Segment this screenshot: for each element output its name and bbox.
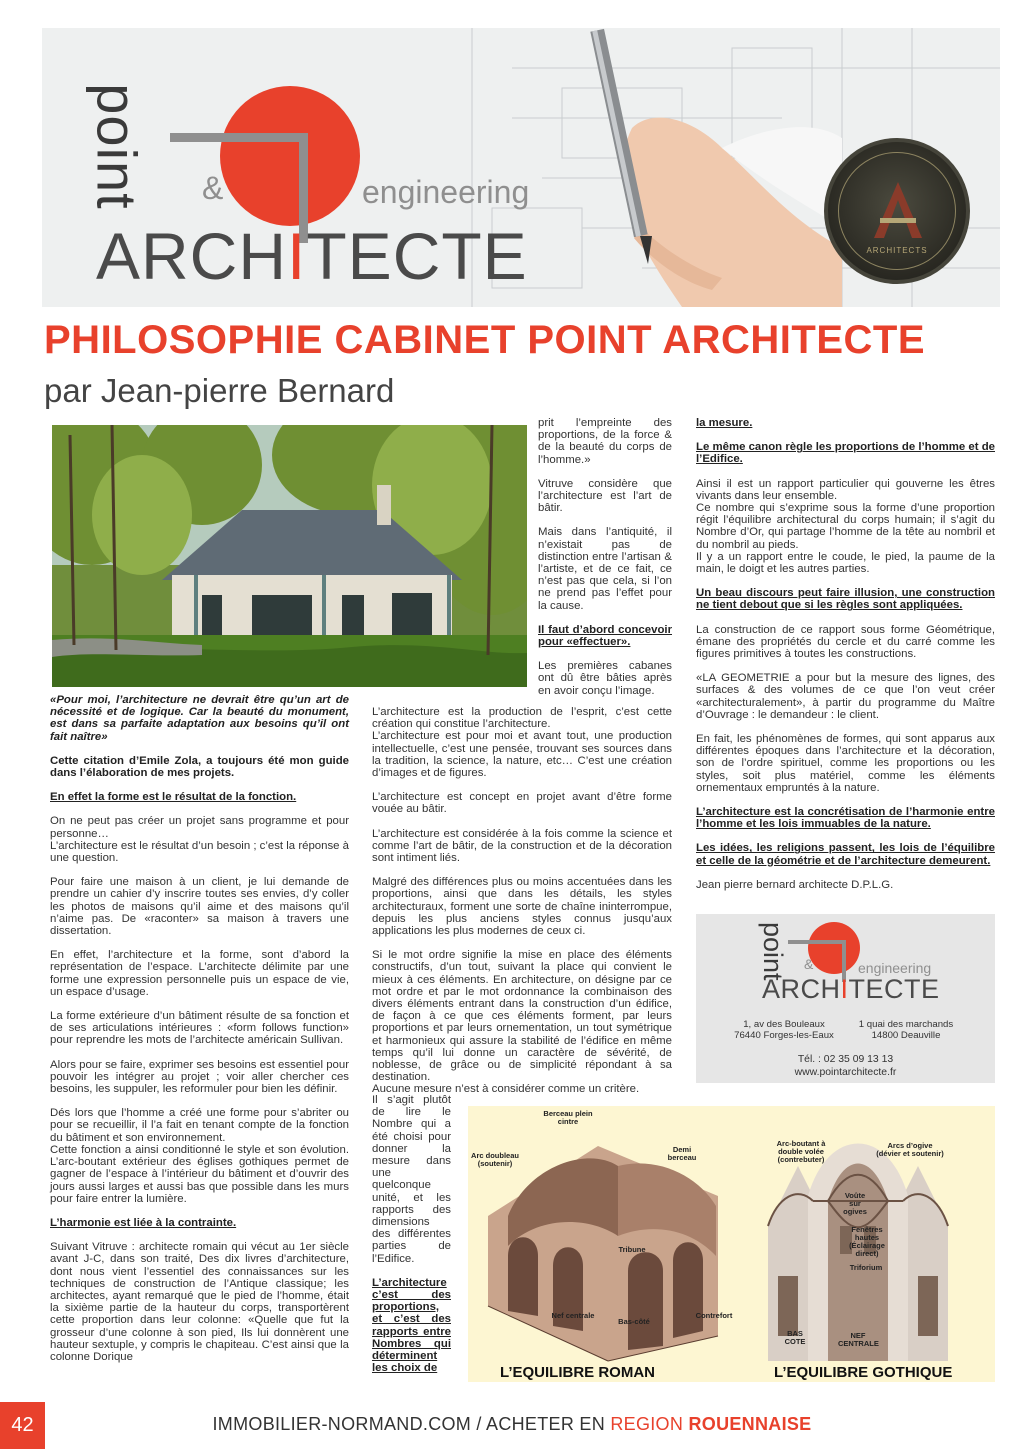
logo-point-text: point (85, 83, 149, 210)
label-gothic-nef: NEF CENTRALE (838, 1331, 879, 1348)
paragraph: prit l’empreinte des proportions, de la force & de la beauté du corps de l’homme.» (538, 417, 672, 466)
label-berceau: Berceau plein cintre (543, 1109, 593, 1126)
paragraph: Ce nombre qui s’exprime sous la forme d’une proportion régit l’équilibre architectural du corps humain; il s’agit du Nombre d’Or, qui partage l’homme de la tête au nombril et du nombril au pieds. (696, 502, 995, 551)
seal-medallion: ARCHITECTS (824, 138, 970, 284)
card-logo-engineering: engineering (858, 960, 932, 976)
paragraph: Les premières cabanes ont dû être bâties après en avoir conçu l’image. (538, 660, 672, 697)
logo-ampersand: & (202, 170, 224, 206)
subheading-forme-fonction: En effet la forme est le résultat de la fonction. (50, 791, 297, 804)
phone-number: Tél. : 02 35 09 13 13 (797, 1054, 894, 1065)
label-contrefort: Contrefort (695, 1311, 733, 1320)
paragraph: L’architecture est la production de l’esprit, c’est cette création qui constitue l’architecture. (372, 706, 672, 731)
label-bas-cote: Bas-côté (618, 1317, 650, 1326)
architecture-illustration (468, 1106, 995, 1382)
contact-phone-web (696, 1053, 995, 1079)
paragraph: Pour faire une maison à un client, je lui demande de prendre un cahier d’y inscrire toutes ses envies, d’y coller les photos de maisons qu’il aime et des maisons qu’il n’aime pas. De «raconter» sa maison à travers une dissertation. (50, 876, 349, 938)
label-arcs-ogive: Arcs d’ogive (dévier et soutenir) (876, 1141, 944, 1158)
label-voute: Voûte sur ogives (843, 1191, 867, 1216)
article-byline: par Jean-pierre Bernard (44, 372, 395, 409)
paragraph: La construction de ce rapport sous forme Géométrique, émane des propriétés du cercle et du carré comme les figures primitives à toutes les constructions. (696, 623, 995, 661)
paragraph: On ne peut pas créer un projet sans programme et pour personne… (50, 815, 349, 840)
house-photo (52, 425, 527, 687)
label-arc-doubleau: Arc doubleau (soutenir) (471, 1151, 519, 1168)
label-nef-centrale: Nef centrale (551, 1311, 595, 1320)
column-2-middle (372, 706, 672, 1096)
footer-region: REGION (610, 1414, 684, 1434)
logo-architecte: ARCHITECTE (96, 219, 528, 293)
label-tribune: Tribune (618, 1245, 646, 1254)
logo-engineering: engineering (362, 174, 530, 210)
paragraph: Mais dans l’antiquité, il n’existait pas de distinction entre l’artisan & l’artiste, et de ce fait, ce n’est pas que cela, si l’on ne prend pas l’effet pour la cause. (538, 526, 672, 612)
address-forges: 1, av des Bouleaux 76440 Forges-les-Eaux (734, 1019, 834, 1041)
label-arc-boutant: Arc-boutant à double volée (contrebuter) (776, 1139, 826, 1164)
label-gothic-bas-cote: BAS COTE (784, 1329, 806, 1346)
subheading-concevoir: Il faut d’abord concevoir pour «effectuer». (538, 623, 672, 649)
paragraph: Vitruve considère que l’architecture est l’art de bâtir. (538, 477, 672, 515)
paragraph: L’architecture est pour moi et avant tout, une production intellectuelle, c’est une pensée, trouvant ses sources dans la tradition, la science, la nature, etc… C’est une création d’images et de figures. (372, 730, 672, 780)
paragraph: Cette fonction a ainsi conditionné le style et son évolution. L’arc-boutant extérieur des églises gothiques permet de gagner de l’espace à l’intérieur du bâtiment et d’ouvrir des jours aussi larges et aussi bas que possible dans les murs pour faire entrer la lumière. (50, 1143, 349, 1205)
roman-section-drawing (488, 1146, 718, 1361)
paragraph: L’architecture est concept en projet avant d’être forme vouée au bâtir. (372, 791, 672, 816)
card-logo-ampersand: & (804, 956, 814, 972)
paragraph: Suivant Vitruve : architecte romain qui vécut au 1er siècle avant J-C, dans son traité, Des dix livres d’architecture, dont nous vient l’essentiel des connaissances sur les techniques de construction de l’Antique classique; les architectes, ayant remarqué que le pied de l’homme, était la sixième partie de la hauteur du corps, transportèrent cette proportion dans leur colonne: «Quelle que fut la grosseur d’une colonne à son pied, Ils lui donnèrent une hauteur sextuple, y compris le chapiteau. C’est ainsi que la colonne Dorique (50, 1241, 349, 1363)
column-3 (696, 417, 995, 903)
paragraph: Alors pour se faire, exprimer ses besoins est essentiel pour pouvoir les intégrer au projet ; voir aller chercher ces besoins, les suppuler, les reformuler pour bien les définir. (50, 1058, 349, 1096)
paragraph: Aucune mesure n’est à considérer comme un critère. (372, 1083, 640, 1096)
subheading-canon: Le même canon règle les proportions de l’homme et de l’Edifice. (696, 441, 995, 466)
page-number: 42 (0, 1402, 45, 1449)
website-link[interactable]: www.pointarchitecte.fr (794, 1067, 897, 1078)
paragraph: Dés lors que l’homme a créé une forme pour s’abriter ou pour se recueillir, il l’a fait en tenant compte de la fonction du bâtiment et son environnement. (50, 1107, 349, 1144)
footer-site[interactable]: IMMOBILIER-NORMAND.COM / ACHETER EN (212, 1414, 606, 1434)
paragraph: La forme extérieure d’un bâtiment résulte de sa fonction et de ses articulations intérieures : «form follows function» pour reprendre les mots de l’architecte américain Sullivan. (50, 1010, 349, 1047)
paragraph: Si le mot ordre signifie la mise en place des éléments constructifs, d’un tout, suivant la place qui convient le mieux à ces éléments. En architecture, on désigne par ce mot ordre et par le mot ordonnance la combinaison des divers éléments entrant dans la construction d’un édifice, de façon à ce que ces éléments forment, par leurs proportions et par leurs ornementation, un tout symétrique et harmonieux qui assure la stabilité de l’édifice en même temps qu’il lui donne un caractère de sévérité, de noblesse, de grâce ou de simplicité répondant à sa destination. (372, 949, 672, 1084)
signature: Jean pierre bernard architecte D.P.L.G. (696, 878, 894, 891)
subheading-idees: Les idées, les religions passent, les lois de l’équilibre et celle de la géométrie et de l’architecture demeurent. (696, 842, 995, 867)
zola-attribution: Cette citation d’Emile Zola, a toujours été mon guide dans l’élaboration de mes projets. (50, 754, 349, 780)
paragraph: En effet, l’architecture et la forme, sont d’abord la représentation de l’espace. L’architecte délimite par une forme une expression personnelle puis un espace de vie, un espace d’usage. (50, 949, 349, 998)
hand-with-pen-image (522, 28, 842, 307)
seal-compass-icon (868, 178, 928, 242)
paragraph: Malgré des différences plus ou moins accentuées dans les proportions, ainsi que dans les détails, les styles architecturaux, forment une sorte de chaîne ininterrompue, depuis les plus anciens styles connus jusqu’aux applications les plus modernes de ceux ci. (372, 876, 672, 938)
subheading-harmonie: L’harmonie est liée à la contrainte. (50, 1216, 237, 1229)
paragraph: Il y a un rapport entre le coude, le pied, la paume de la main, le doigt et les autres parties. (696, 550, 995, 576)
label-demi-berceau: Demi berceau (667, 1145, 697, 1162)
caption-roman: L’EQUILIBRE ROMAN (500, 1364, 656, 1381)
card-logo-architecte: ARCHITECTE (762, 974, 940, 1004)
subheading-concretisation: L’architecture est la concrétisation de l’harmonie entre l’homme et les lois immuables de la nature. (696, 806, 995, 831)
paragraph: L’architecture est considérée à la fois comme la science et comme l’art de bâtir, de la construction et de la décoration sont intiment liés. (372, 827, 672, 865)
hero-banner (42, 28, 1000, 307)
subheading-mesure: la mesure. (696, 417, 753, 429)
paragraph: «LA GEOMETRIE a pour but la mesure des lignes, des surfaces & des volumes de ce que l’on veut créer «architecturalement», à partir du programme du Maître d’Ouvrage : le demandeur : le client. (696, 672, 995, 721)
zola-quote: «Pour moi, l’architecture ne devrait être qu’un art de nécessité et de logique. Car la beauté du monument, est dans sa parfaite adaptation aux besoins qu’il ont fait naître» (50, 694, 349, 743)
column-1 (50, 694, 349, 1375)
subheading-proportions: L’architecture c’est des proportions, et c’est des rapports entre Nombres qui déterminent les choix de (372, 1276, 451, 1375)
paragraph: Il s’agit plutôt de lire le Nombre qui a été choisi pour donner la mesure dans une quelconque unité, et les rapports des dimensions des différentes parties de l’Edifice. (372, 1094, 451, 1265)
footer-tagline (0, 1414, 1024, 1435)
paragraph: En fait, les phénomènes de formes, qui sont apparus aux différentes époques dans l’architecture et la décoration, son de l’ordre spirituel, comme les proportions ou les styles, soit plus matériel, comme les éléments ornementaux empruntés à la nature. (696, 733, 995, 794)
column-2-bottom (372, 1094, 451, 1386)
column-2-top (538, 417, 672, 709)
label-triforium: Triforium (849, 1263, 883, 1272)
subheading-discours: Un beau discours peut faire illusion, une construction ne tient debout que si les règles sont appliquées. (696, 587, 995, 612)
paragraph: L’architecture est le résultat d’un besoin ; c’est la réponse à une question. (50, 839, 349, 865)
paragraph: Ainsi il est un rapport particulier qui gouverne les êtres vivants dans leur ensemble. (696, 477, 995, 502)
footer-city: ROUENNAISE (688, 1414, 812, 1434)
card-logo-point: point (758, 922, 788, 981)
article-title: PHILOSOPHIE CABINET POINT ARCHITECTE (44, 318, 926, 362)
label-fenetres: Fenêtres hautes (Éclairage direct) (849, 1225, 885, 1258)
contact-card (696, 914, 995, 1083)
caption-gothique: L’EQUILIBRE GOTHIQUE (774, 1364, 953, 1381)
address-deauville: 1 quai des marchands 14800 Deauville (858, 1019, 954, 1041)
